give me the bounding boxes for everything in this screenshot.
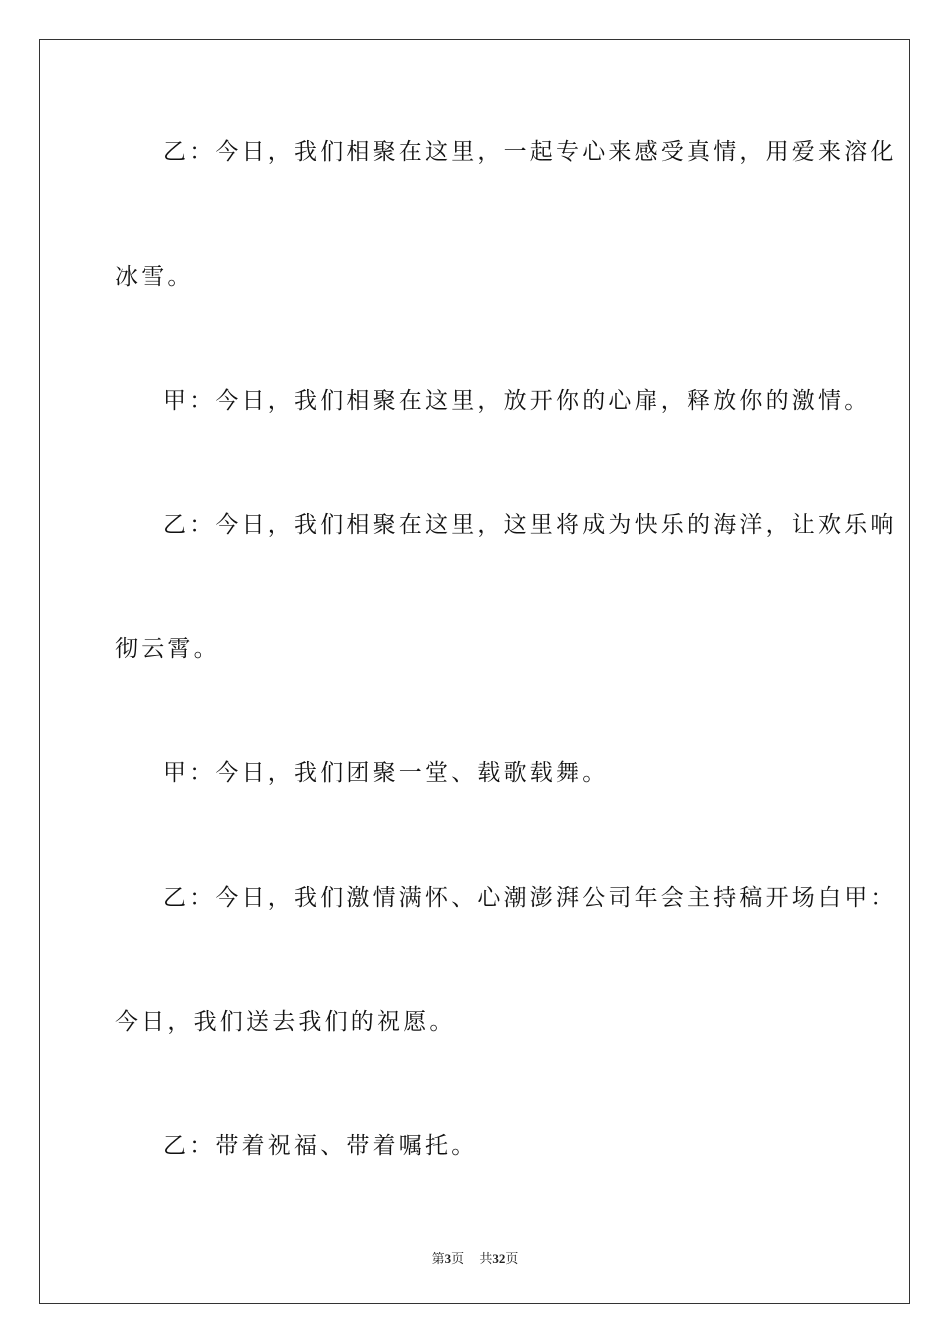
paragraph-line-3: 甲：今日，我们相聚在这里，放开你的心扉，释放你的激情。 — [163, 388, 871, 414]
paragraph-line-4: 乙：今日，我们相聚在这里，这里将成为快乐的海洋，让欢乐响 — [163, 512, 897, 538]
paragraph-line-8: 今日，我们送去我们的祝愿。 — [115, 1009, 456, 1035]
total-pages-indicator: 共32页 — [479, 1251, 519, 1266]
paragraph-line-7: 乙：今日，我们激情满怀、心潮澎湃公司年会主持稿开场白甲： — [163, 885, 897, 911]
paragraph-line-5: 彻云霄。 — [115, 636, 220, 662]
page-border — [39, 39, 910, 1304]
paragraph-line-1: 乙：今日，我们相聚在这里，一起专心来感受真情，用爱来溶化 — [163, 139, 897, 165]
paragraph-line-2: 冰雪。 — [115, 264, 194, 290]
page-indicator: 第3页 — [431, 1251, 465, 1266]
paragraph-line-9: 乙：带着祝福、带着嘱托。 — [163, 1133, 478, 1159]
paragraph-line-6: 甲：今日，我们团聚一堂、载歌载舞。 — [163, 760, 609, 786]
page-footer — [0, 1248, 950, 1267]
